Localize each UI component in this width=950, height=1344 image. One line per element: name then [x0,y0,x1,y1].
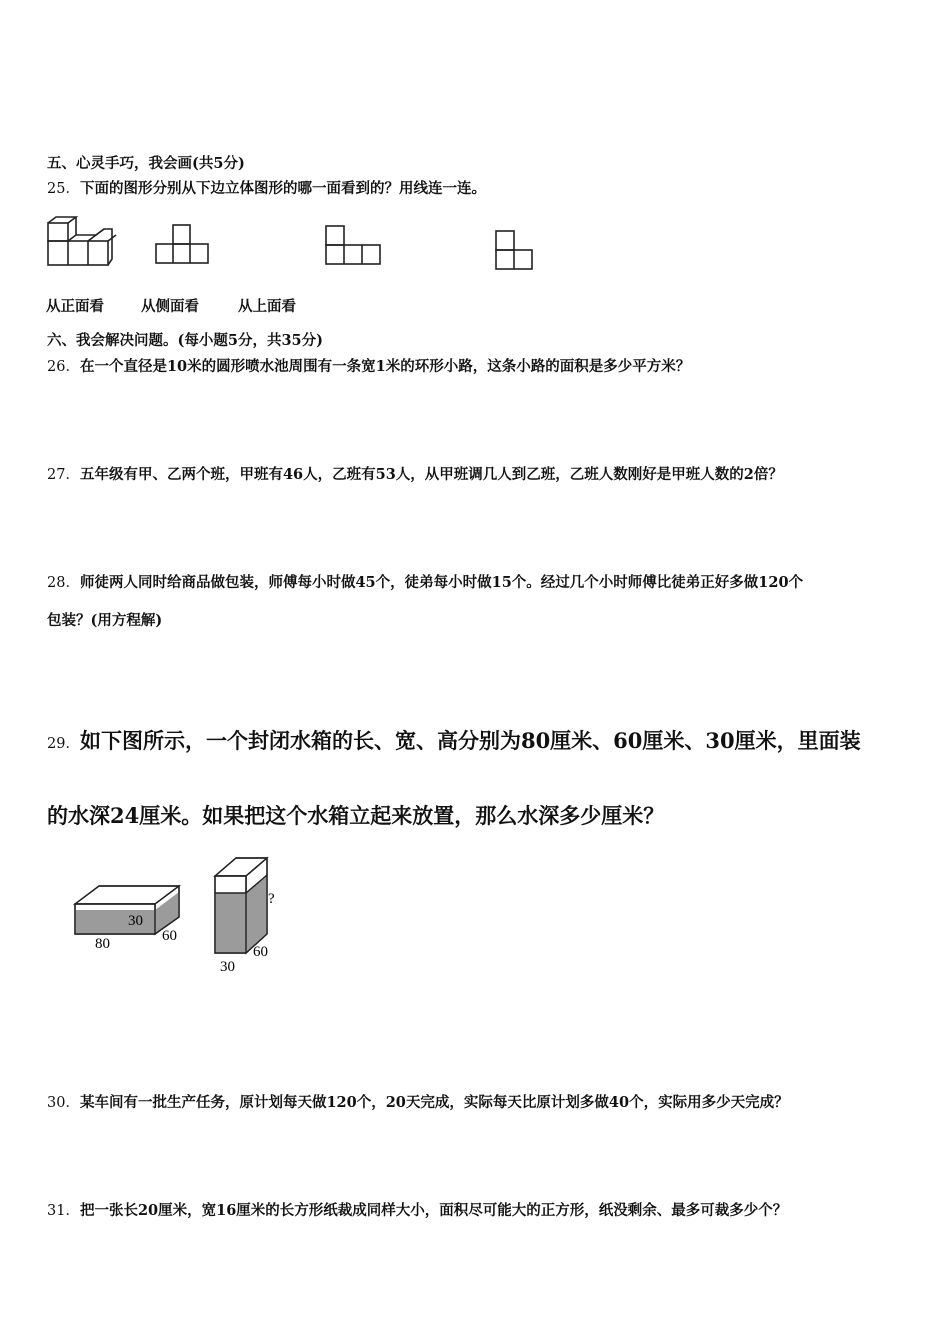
question-text: 在一个直径是10米的圆形喷水池周围有一条宽1米的环形小路，这条小路的面积是多少平方米？ [79,358,691,375]
question-number: 27． [47,467,80,483]
view-shape-3 [494,226,536,272]
question-text: 五年级有甲、乙两个班，甲班有46人，乙班有53人，从甲班调几人到乙班，乙班人数刚好是甲班人数的2倍？ [79,466,783,483]
question-25 [47,177,486,198]
upright-width-label: 60 [253,944,268,960]
view-shape-2 [324,223,384,267]
question-31 [47,1199,787,1220]
flat-length-label: 80 [95,936,110,952]
view-shape-1 [154,222,212,266]
view-label-side: 从侧面看 [141,298,199,315]
question-number: 26． [47,359,80,375]
question-text: 下面的图形分别从下边立体图形的哪一面看到的？用线连一连。 [79,180,486,197]
question-29 [47,725,861,755]
question-number: 30． [47,1095,80,1111]
upright-base-label: 30 [220,959,235,975]
question-number: 25． [47,181,80,197]
question-28-continued: 包装？(用方程解) [47,612,163,629]
solid-figure [46,213,118,269]
unknown-depth-label: ? [268,891,275,907]
question-27 [47,463,783,484]
flat-width-label: 60 [162,928,177,944]
water-tank-figure [70,850,290,978]
flat-height-label: 30 [128,913,143,929]
question-text: 某车间有一批生产任务，原计划每天做120个，20天完成，实际每天比原计划多做40个，实际用多少天完成？ [79,1094,789,1111]
view-label-front: 从正面看 [46,298,104,315]
question-number: 31． [47,1203,80,1219]
question-text: 把一张长20厘米，宽16厘米的长方形纸裁成同样大小，面积尽可能大的正方形，纸没剩余、最多可裁多少个？ [79,1202,788,1219]
question-28 [47,571,803,592]
question-text: 师徒两人同时给商品做包装，师傅每小时做45个，徒弟每小时做15个。经过几个小时师傅比徒弟正好多做120个 [79,574,804,591]
question-number: 29． [47,736,80,752]
question-29-continued: 的水深24厘米。如果把这个水箱立起来放置，那么水深多少厘米？ [47,803,665,828]
question-text: 如下图所示，一个封闭水箱的长、宽、高分别为80厘米、60厘米、30厘米，里面装 [79,728,861,753]
question-number: 28． [47,575,80,591]
section-six-heading: 六、我会解决问题。(每小题5分，共35分) [47,332,323,349]
question-26 [47,355,690,376]
question-30 [47,1091,789,1112]
section-five-heading: 五、心灵手巧，我会画(共5分) [47,155,245,172]
view-label-top: 从上面看 [238,298,296,315]
